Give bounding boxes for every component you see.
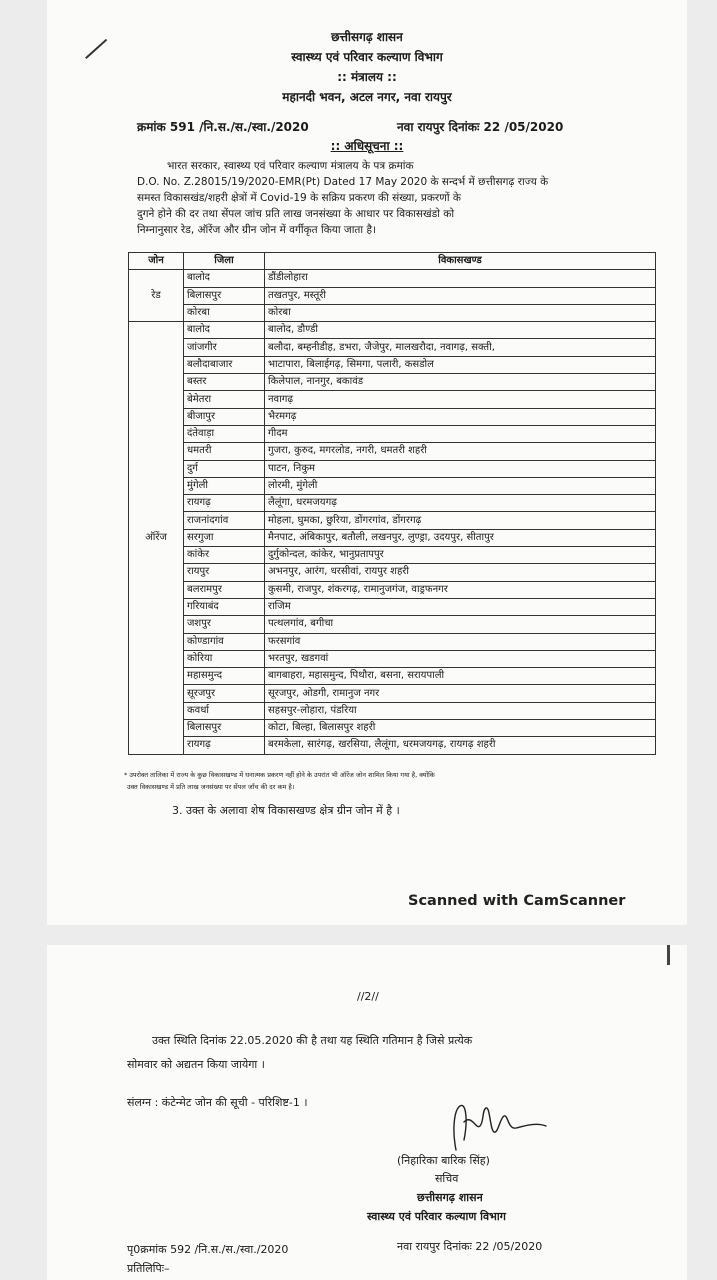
blocks-cell: मैनपाट, अंबिकापुर, बतौली, लखनपुर, लुण्ड्रा, उदयपुर, सीतापुर xyxy=(265,529,656,546)
district-cell: जशपुर xyxy=(184,616,265,633)
signature-image xyxy=(446,1100,556,1160)
intro-line-4: दुगने होने की दर तथा सेंपल जांच प्रति लाख जनसंख्या के आधार पर विकासखंडो को xyxy=(137,208,455,220)
table-row xyxy=(129,685,656,702)
district-cell: दंतेवाड़ा xyxy=(184,425,265,442)
district-cell: बीजापुर xyxy=(184,408,265,425)
blocks-cell: भाटापारा, बिलाईगढ़, सिमगा, पलारी, कसडोल xyxy=(265,356,656,373)
blocks-cell: सूरजपुर, ओडगी, रामानुज नगर xyxy=(265,685,656,702)
intro-line-5: निम्नानुसार रेड, ऑरेंज और ग्रीन जोन में वर्गीकृत किया जाता है। xyxy=(137,224,377,236)
blocks-cell: अभनपुर, आरंग, धरसीवां, रायपुर शहरी xyxy=(265,564,656,581)
district-cell: गरियाबंद xyxy=(184,598,265,615)
table-row xyxy=(129,374,656,391)
district-cell: राजनांदगांव xyxy=(184,512,265,529)
district-cell: बालोद xyxy=(184,270,265,287)
blocks-cell: भरतपुर, खडगवां xyxy=(265,650,656,667)
table-row xyxy=(129,460,656,477)
table-row xyxy=(129,564,656,581)
table-row xyxy=(129,633,656,650)
header-ministry: :: मंत्रालय :: xyxy=(337,70,397,84)
signatory-title: सचिव xyxy=(435,1172,459,1185)
status-line-2: सोमवार को अद्यतन किया जायेगा । xyxy=(127,1058,265,1071)
zone-table xyxy=(128,252,656,755)
table-row xyxy=(129,322,656,339)
district-cell: कांकेर xyxy=(184,547,265,564)
endorsement-date: नवा रायपुर दिनांकः 22 /05/2020 xyxy=(397,1240,543,1253)
blocks-cell: बागबाहरा, महासमुन्द, पिथौरा, बसना, सरायपाली xyxy=(265,668,656,685)
table-row xyxy=(129,287,656,304)
district-cell: बिलासपुर xyxy=(184,287,265,304)
header-district: जिला xyxy=(184,253,265,270)
district-cell: मुंगेली xyxy=(184,477,265,494)
table-row xyxy=(129,304,656,321)
table-row xyxy=(129,512,656,529)
district-cell: सरगुजा xyxy=(184,529,265,546)
blocks-cell: बालोद, डौण्डी xyxy=(265,322,656,339)
red-zone-label: रेड xyxy=(129,270,184,322)
table-row xyxy=(129,737,656,754)
blocks-cell: कोरबा xyxy=(265,304,656,321)
intro-line-3: समस्त विकासखंड/शहरी क्षेत्रों में Covid-19 के सक्रिय प्रकरण की संख्या, प्रकरणों के xyxy=(137,192,461,204)
copy-to: प्रतिलिपिः– xyxy=(127,1262,170,1275)
district-cell: रायपुर xyxy=(184,564,265,581)
table-row xyxy=(129,616,656,633)
blocks-cell: मोहला, घुमका, छुरिया, डोंगरगांव, डोंगरगढ़ xyxy=(265,512,656,529)
district-cell: कोण्डागांव xyxy=(184,633,265,650)
blocks-cell: बरमकेला, सारंगढ़, खरसिया, लैलूंगा, धरमजयगढ़, रायगढ़ शहरी xyxy=(265,737,656,754)
table-row xyxy=(129,391,656,408)
table-row xyxy=(129,720,656,737)
header-blocks: विकासखण्ड xyxy=(265,253,656,270)
blocks-cell: भैरमगढ़ xyxy=(265,408,656,425)
footnote-line-2: उक्त विकासखण्ड में प्रति लाख जनसंख्या पर सेंपल जाँच की दर कम है। xyxy=(127,783,295,791)
order-number: क्रमांक 591 /नि.स./स./स्वा./2020 xyxy=(137,120,309,134)
attachment-line: संलग्न : कंटेन्मेट जोन की सूची - परिशिष्ट-1 । xyxy=(127,1096,308,1109)
table-row xyxy=(129,270,656,287)
blocks-cell: लैलूंगा, धरमजयगढ़ xyxy=(265,495,656,512)
blocks-cell: सहसपुर-लोहारा, पंडरिया xyxy=(265,702,656,719)
footnote-line-1: * उपरोक्त तालिका में राज्य के कुछ विकासखण्ड में धनात्मक प्रकरण नहीं होने के उपरांत भी ऑरेंज जोन शामिल किया गया है, क्योंकि xyxy=(124,771,435,779)
signatory-name: (निहारिका बारिक सिंह) xyxy=(397,1154,490,1167)
order-date: नवा रायपुर दिनांकः 22 /05/2020 xyxy=(397,120,564,134)
intro-line-1: भारत सरकार, स्वास्थ्य एवं परिवार कल्याण मंत्रालय के पत्र क्रमांक xyxy=(167,160,414,172)
blocks-cell: दुर्गुकोन्दल, कांकेर, भानुप्रतापपुर xyxy=(265,547,656,564)
district-cell: बलौदाबाजार xyxy=(184,356,265,373)
district-cell: सूरजपुर xyxy=(184,685,265,702)
district-cell: बेमेतरा xyxy=(184,391,265,408)
district-cell: बस्तर xyxy=(184,374,265,391)
district-cell: बलरामपुर xyxy=(184,581,265,598)
blocks-cell: गीदम xyxy=(265,425,656,442)
header-address: महानदी भवन, अटल नगर, नवा रायपुर xyxy=(282,90,452,104)
signatory-department: स्वास्थ्य एवं परिवार कल्याण विभाग xyxy=(367,1210,506,1223)
table-row xyxy=(129,668,656,685)
blocks-cell: राजिम xyxy=(265,598,656,615)
district-cell: रायगढ़ xyxy=(184,737,265,754)
blocks-cell: कोटा, बिल्हा, बिलासपुर शहरी xyxy=(265,720,656,737)
table-row xyxy=(129,650,656,667)
document-page-1 xyxy=(47,0,687,925)
district-cell: धमतरी xyxy=(184,443,265,460)
blocks-cell: कुसमी, राजपुर, शंकरगढ़, रामानुजगंज, वाड्रफनगर xyxy=(265,581,656,598)
table-row xyxy=(129,581,656,598)
blocks-cell: पाटन, निकुम xyxy=(265,460,656,477)
page-number: //2// xyxy=(357,990,379,1003)
table-row xyxy=(129,408,656,425)
district-cell: दुर्ग xyxy=(184,460,265,477)
blocks-cell: किलेपाल, नानगुर, बकावंड xyxy=(265,374,656,391)
table-row xyxy=(129,598,656,615)
header-department: स्वास्थ्य एवं परिवार कल्याण विभाग xyxy=(291,50,443,64)
table-row xyxy=(129,356,656,373)
blocks-cell: नवागढ़ xyxy=(265,391,656,408)
notification-title: :: अधिसूचना :: xyxy=(330,139,404,153)
table-row xyxy=(129,443,656,460)
district-cell: बिलासपुर xyxy=(184,720,265,737)
district-cell: कोरिया xyxy=(184,650,265,667)
scanner-watermark: Scanned with CamScanner xyxy=(408,893,626,909)
blocks-cell: डौंडीलोहारा xyxy=(265,270,656,287)
district-cell: रायगढ़ xyxy=(184,495,265,512)
district-cell: कोरबा xyxy=(184,304,265,321)
district-cell: कवर्धा xyxy=(184,702,265,719)
blocks-cell: फरसगांव xyxy=(265,633,656,650)
district-cell: महासमुन्द xyxy=(184,668,265,685)
signatory-government: छत्तीसगढ़ शासन xyxy=(417,1191,483,1204)
district-cell: बालोद xyxy=(184,322,265,339)
blocks-cell: लोरमी, मुंगेली xyxy=(265,477,656,494)
table-row xyxy=(129,477,656,494)
orange-zone-label: ऑरेंज xyxy=(129,322,184,754)
blocks-cell: बलौदा, बम्हनीडीह, डभरा, जैजेपुर, मालखरौदा, नवागढ़, सक्ती, xyxy=(265,339,656,356)
blocks-cell: पत्थलगांव, बगीचा xyxy=(265,616,656,633)
status-line-1: उक्त स्थिति दिनांक 22.05.2020 की है तथा यह स्थिति गतिमान है जिसे प्रत्येक xyxy=(152,1034,473,1047)
table-row xyxy=(129,547,656,564)
district-cell: जांजगीर xyxy=(184,339,265,356)
table-row xyxy=(129,495,656,512)
endorsement-number: पृ0क्रमांक 592 /नि.स./स./स्वा./2020 xyxy=(127,1243,289,1256)
table-row xyxy=(129,339,656,356)
blocks-cell: गुजरा, कुरुद, मगरलोड, नगरी, धमतरी शहरी xyxy=(265,443,656,460)
table-row xyxy=(129,529,656,546)
table-row xyxy=(129,702,656,719)
document-page-2 xyxy=(47,945,687,1280)
table-row xyxy=(129,425,656,442)
blocks-cell: तखतपुर, मस्तूरी xyxy=(265,287,656,304)
table-header-row xyxy=(129,253,656,270)
page-edge-mark xyxy=(667,945,670,965)
header-government: छत्तीसगढ़ शासन xyxy=(331,30,403,44)
table-body xyxy=(129,270,656,754)
point-3: 3. उक्त के अलावा शेष विकासखण्ड क्षेत्र ग्रीन जोन में है । xyxy=(172,804,400,817)
intro-line-2: D.O. No. Z.28015/19/2020-EMR(Pt) Dated 17 May 2020 के सन्दर्भ में छत्तीसगढ़ राज्य के xyxy=(137,176,549,188)
header-zone: जोन xyxy=(129,253,184,270)
